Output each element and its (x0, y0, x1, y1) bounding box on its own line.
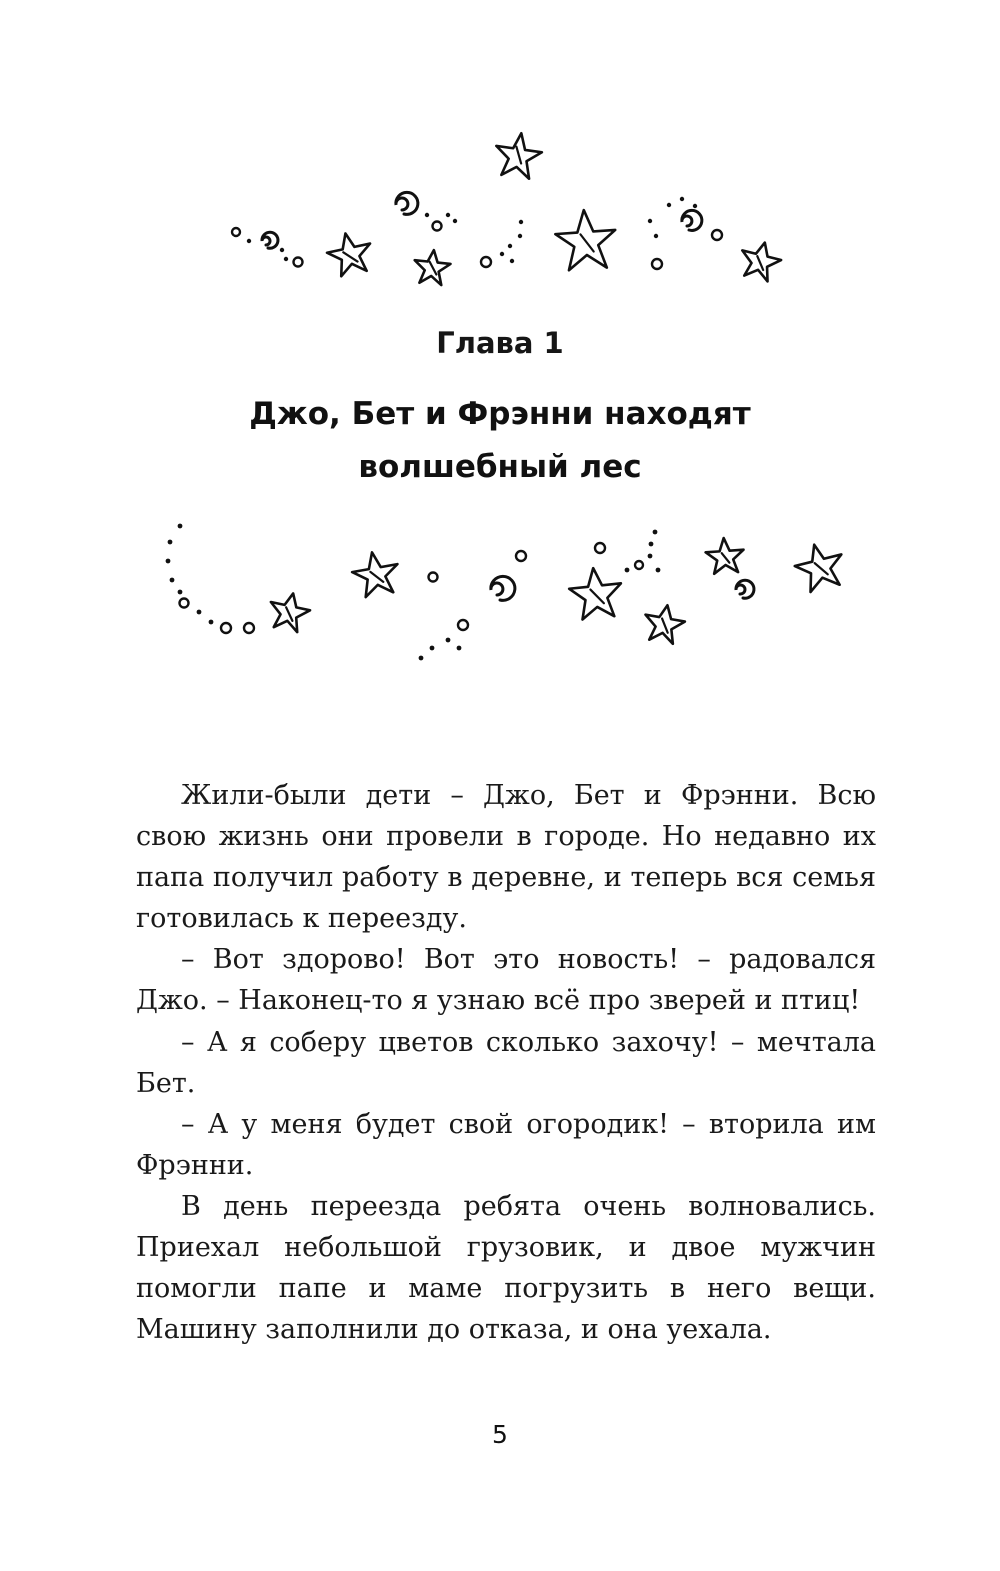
star-icon (641, 602, 687, 645)
swirl-icon (262, 232, 278, 248)
swirl-icon (736, 580, 754, 598)
paragraph: Жили-были дети – Джо, Бет и Фрэнни. Всю свою жизнь они провели в городе. Но недавно их папа получил работу в деревне, и теперь вся семья готовилась к переезду. (136, 780, 876, 935)
paragraph: – Вот здорово! Вот это новость! – радовался Джо. – Наконец-то я узнаю всё про зверей и птиц! (136, 944, 876, 1017)
star-icon (791, 539, 848, 594)
swirl-icon (491, 576, 515, 600)
paragraph: – А у меня будет свой огородик! – вторила им Фрэнни. (136, 1108, 876, 1181)
chapter-label: Глава 1 (436, 326, 564, 360)
chapter-title: Джо, Бет и Фрэнни находят волшебный лес (249, 396, 751, 485)
top-star-ornament (0, 0, 1000, 320)
star-icon (349, 548, 402, 598)
paragraph: – А я соберу цветов сколько захочу! – мечтала Бет. (136, 1026, 876, 1099)
bottom-star-ornament (0, 510, 1000, 680)
star-icon (736, 238, 784, 284)
star-icon (492, 130, 544, 180)
swirl-icon (682, 210, 702, 230)
star-icon (567, 565, 624, 620)
star-icon (554, 208, 618, 271)
star-icon (412, 248, 451, 286)
star-icon (705, 537, 745, 575)
page-number: 5 (492, 1420, 508, 1449)
paragraph: В день переезда ребята очень волновались. Приехал небольшой грузовик, и двое мужчин помогли папе и маме погрузить в него вещи. Машину заполнили до отказа, и она уехала. (136, 1190, 876, 1346)
star-icon (324, 229, 376, 278)
swirl-icon (396, 192, 418, 214)
star-icon (266, 589, 313, 634)
chapter-body (136, 775, 876, 1350)
